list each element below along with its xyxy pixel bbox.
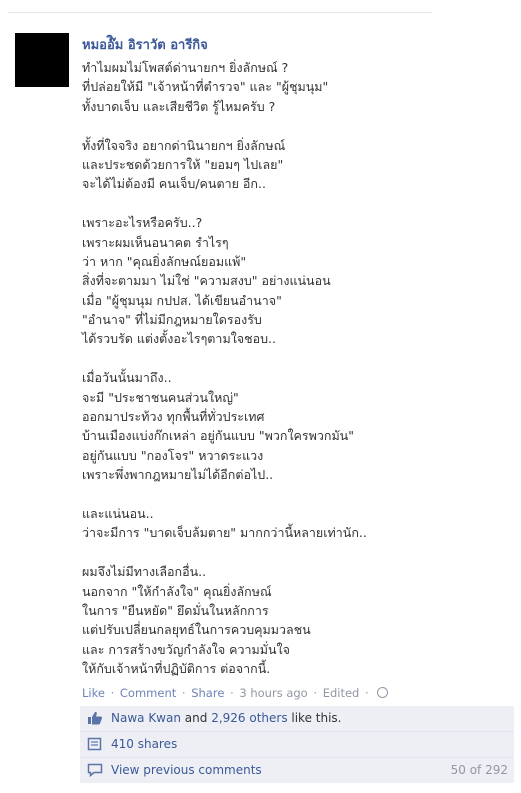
post-text-line: ผมจึงไม่มีทางเลือกอื่น.. <box>82 564 207 580</box>
post-text-line: จะได้ไม่ต้องมี คนเจ็บ/คนตาย อีก.. <box>82 176 266 192</box>
post-text-line: และประชดด้วยการให้ "ยอมๆ ไปเลย" <box>82 156 284 172</box>
separator: · <box>365 686 369 700</box>
post-text-line: เพราะอะไรหรือครับ..? <box>82 215 203 231</box>
post-text-line: เมื่อวันนั้นมาถึง.. <box>82 370 172 386</box>
shares-link[interactable]: 410 shares <box>111 737 178 751</box>
comment-link[interactable]: Comment <box>119 686 177 700</box>
likes-others-link[interactable]: 2,926 others <box>211 711 288 725</box>
separator: · <box>181 686 186 700</box>
post-text-line: เพราะผมเห็นอนาคต รำไรๆ <box>82 234 229 250</box>
separator: · <box>313 686 318 700</box>
post-text-line: บ้านเมืองแบ่งก๊กเหล่า อยู่กันแบบ "พวกใครพวกมัน" <box>82 428 354 444</box>
view-previous-comments-link[interactable]: View previous comments <box>111 763 262 777</box>
share-link[interactable]: Share <box>191 686 225 700</box>
post-text-line: เพราะพึ่งพากฎหมายไม่ได้อีกต่อไป.. <box>82 467 274 483</box>
comment-count: 50 of 292 <box>450 763 508 777</box>
post-text-line: และ การสร้างขวัญกำลังใจ ความมั่นใจ <box>82 641 290 657</box>
comments-row <box>80 758 514 783</box>
post-text-line: ในการ "ยืนหยัด" ยึดมั่นในหลักการ <box>82 602 269 618</box>
post-text-line: ว่าจะมีการ "บาดเจ็บล้มตาย" มากกว่านี้หลายเท่านัก.. <box>82 525 367 541</box>
author-avatar[interactable] <box>15 33 69 87</box>
globe-icon[interactable] <box>377 687 388 698</box>
post-text-line: ทั้งบาดเจ็บ และเสียชีวิต รู้ไหมครับ ? <box>82 98 276 114</box>
thumbs-up-icon <box>87 711 103 725</box>
likes-row <box>80 706 514 732</box>
post-text-line: อยู่กันแบบ "กองโจร" หวาดระแวง <box>82 447 264 463</box>
separator: · <box>110 686 115 700</box>
like-link[interactable]: Like <box>82 686 105 700</box>
post-text-line: ได้รวบรัด แต่งตั้งอะไรๆตามใจชอบ.. <box>82 331 276 347</box>
blank-line <box>82 349 502 368</box>
post-text-line: และแน่นอน.. <box>82 505 154 521</box>
post-actions <box>82 686 388 700</box>
likes-joiner: and <box>180 711 212 725</box>
post-text-line: "อำนาจ" ที่ไม่มีกฎหมายใดรองรับ <box>82 312 262 328</box>
liker-name[interactable]: Nawa Kwan <box>111 711 181 725</box>
post-text-line: ว่า หาก "คุณยิ่งลักษณ์ยอมแพ้" <box>82 253 247 269</box>
share-icon <box>87 737 103 751</box>
blank-line <box>82 485 502 504</box>
likes-suffix: like this. <box>287 711 342 725</box>
likes-summary <box>111 706 342 731</box>
post-text-line: ทำไมผมไม่โพสต์ด่านายกฯ ยิ่งลักษณ์ ? <box>82 60 289 75</box>
author-name[interactable]: หมออ๊ิม อิราวัต อารีกิจ <box>82 38 208 53</box>
post-text-line: ที่ปล่อยให้มี "เจ้าหน้าที่ตำรวจ" และ "ผู้ชุมนุม" <box>82 79 329 95</box>
separator: · <box>230 686 234 700</box>
post-text-line: เมื่อ "ผู้ชุมนุม กปปส. ได้เขียนอำนาจ" <box>82 292 282 308</box>
blank-line <box>82 543 502 562</box>
timestamp[interactable]: 3 hours ago <box>239 686 308 700</box>
post-text-line: ให้กับเจ้าหน้าที่ปฏิบัติการ ต่อจากนี้. <box>82 661 271 677</box>
post-text-line: ออกมาประท้วง ทุกพื้นที่ทั่วประเทศ <box>82 409 265 425</box>
post-text-line: ทั้งที่ใจจริง อยากด่านินายกฯ ยิ่งลักษณ์ <box>82 137 286 153</box>
post-text-line: แต่ปรับเปลี่ยนกลยุทธ์ในการควบคุมมวลชน <box>82 622 311 638</box>
post-text-line: จะมี "ประชาชนคนส่วนใหญ่" <box>82 389 239 405</box>
post-text-line: นอกจาก "ให้กำลังใจ" คุณยิ่งลักษณ์ <box>82 583 272 599</box>
comment-icon <box>87 763 103 777</box>
post-text-line: สิ่งที่จะตามมา ไม่ใช่ "ความสงบ" อย่างแน่นอน <box>82 273 331 289</box>
blank-line <box>82 194 502 213</box>
blank-line <box>82 116 502 135</box>
shares-row[interactable] <box>80 732 514 758</box>
post-body <box>82 58 502 679</box>
feedback-panel <box>80 706 514 783</box>
edited-label[interactable]: Edited <box>322 686 360 700</box>
top-divider <box>8 12 432 13</box>
